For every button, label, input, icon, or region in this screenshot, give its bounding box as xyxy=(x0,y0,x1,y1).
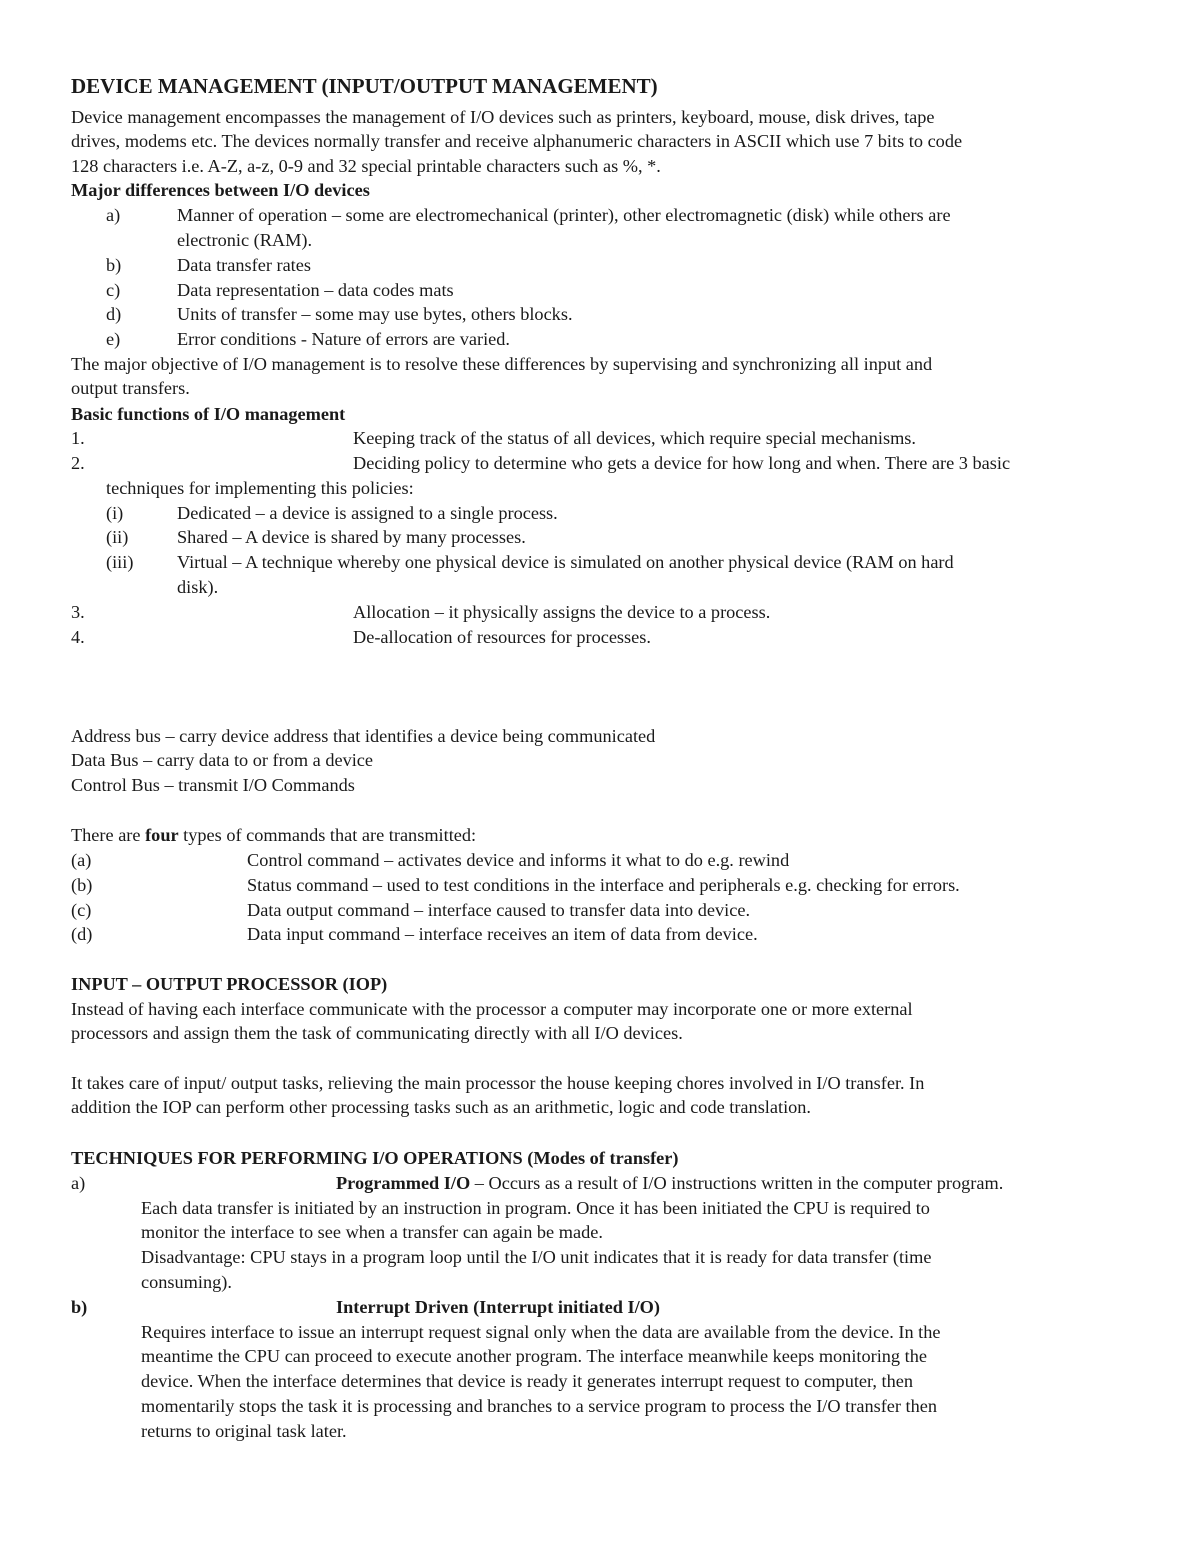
paragraph-line: Each data transfer is initiated by an instruction in program. Once it has been initiated the CPU is required to xyxy=(141,1198,930,1218)
bus-line: Control Bus – transmit I/O Commands xyxy=(71,775,355,795)
iop-line: processors and assign them the task of communicating directly with all I/O devices. xyxy=(71,1023,683,1043)
list-item: Error conditions - Nature of errors are varied. xyxy=(177,329,510,349)
list-marker: d) xyxy=(106,304,122,324)
paragraph-line: consuming). xyxy=(141,1272,232,1292)
list-marker: b) xyxy=(71,1297,88,1317)
list-item: Control command – activates device and informs it what to do e.g. rewind xyxy=(247,850,790,870)
list-item: Data input command – interface receives an item of data from device. xyxy=(247,924,758,944)
list-item: electronic (RAM). xyxy=(177,230,313,250)
list-marker: c) xyxy=(106,280,121,300)
list-item: disk). xyxy=(177,577,219,597)
differences-heading: Major differences between I/O devices xyxy=(71,180,370,200)
paragraph-line: Requires interface to issue an interrupt request signal only when the data are available from the device. In the xyxy=(141,1322,941,1342)
list-item: Data transfer rates xyxy=(177,255,311,275)
list-marker: 1. xyxy=(71,428,85,448)
list-item: Manner of operation – some are electromechanical (printer), other electromagnetic (disk) while others are xyxy=(177,205,951,225)
list-marker: (c) xyxy=(71,900,92,920)
intro-line: 128 characters i.e. A-Z, a-z, 0-9 and 32 special printable characters such as %, *. xyxy=(71,156,661,176)
paragraph-line: meantime the CPU can proceed to execute another program. The interface meanwhile keeps monitoring the xyxy=(141,1346,927,1366)
objective-line: The major objective of I/O management is to resolve these differences by supervising and synchronizing all input and xyxy=(71,354,933,374)
list-item: Dedicated – a device is assigned to a single process. xyxy=(177,503,558,523)
programmed-io-title: Programmed I/O xyxy=(336,1173,471,1193)
bus-line: Data Bus – carry data to or from a device xyxy=(71,750,374,770)
list-item: Data representation – data codes mats xyxy=(177,280,454,300)
list-marker: (i) xyxy=(106,503,124,523)
page-title: DEVICE MANAGEMENT (INPUT/OUTPUT MANAGEMENT) xyxy=(71,74,658,98)
list-marker: 4. xyxy=(71,627,85,647)
list-marker: a) xyxy=(106,205,121,225)
iop-line: Instead of having each interface communicate with the processor a computer may incorporate one or more external xyxy=(71,999,913,1019)
programmed-io-desc: – Occurs as a result of I/O instructions written in the computer program. xyxy=(470,1173,1004,1193)
commands-intro-text: types of commands that are transmitted: xyxy=(178,825,477,845)
commands-count: four xyxy=(145,825,179,845)
list-item: Data output command – interface caused to transfer data into device. xyxy=(247,900,751,920)
list-item: Deciding policy to determine who gets a device for how long and when. There are 3 basic xyxy=(353,453,1011,473)
list-item: Virtual – A technique whereby one physical device is simulated on another physical device (RAM on hard xyxy=(177,552,954,572)
list-item xyxy=(336,1171,1003,1195)
objective-line: output transfers. xyxy=(71,378,190,398)
list-marker: (d) xyxy=(71,924,93,944)
intro-line: Device management encompasses the management of I/O devices such as printers, keyboard, mouse, disk drives, tape xyxy=(71,107,935,127)
list-marker: (a) xyxy=(71,850,92,870)
iop-line: It takes care of input/ output tasks, relieving the main processor the house keeping chores involved in I/O transfer. In xyxy=(71,1073,925,1093)
list-item: Units of transfer – some may use bytes, others blocks. xyxy=(177,304,573,324)
list-marker: (b) xyxy=(71,875,93,895)
list-marker: a) xyxy=(71,1173,86,1193)
bus-line: Address bus – carry device address that identifies a device being communicated xyxy=(71,726,656,746)
iop-line: addition the IOP can perform other processing tasks such as an arithmetic, logic and code translation. xyxy=(71,1097,812,1117)
paragraph-line: device. When the interface determines that device is ready it generates interrupt request to computer, then xyxy=(141,1371,914,1391)
intro-line: drives, modems etc. The devices normally transfer and receive alphanumeric characters in ASCII which use 7 bits to code xyxy=(71,131,963,151)
techniques-heading: TECHNIQUES FOR PERFORMING I/O OPERATIONS (Modes of transfer) xyxy=(71,1148,679,1168)
list-item: De-allocation of resources for processes. xyxy=(353,627,651,647)
list-item: Status command – used to test conditions in the interface and peripherals e.g. checking for errors. xyxy=(247,875,960,895)
paragraph-line: momentarily stops the task it is processing and branches to a service program to process the I/O transfer then xyxy=(141,1396,938,1416)
functions-heading: Basic functions of I/O management xyxy=(71,404,346,424)
paragraph-line: returns to original task later. xyxy=(141,1421,347,1441)
list-marker: (ii) xyxy=(106,527,129,547)
commands-intro xyxy=(71,823,476,847)
paragraph-line: Disadvantage: CPU stays in a program loop until the I/O unit indicates that it is ready for data transfer (time xyxy=(141,1247,932,1267)
list-item: techniques for implementing this policies: xyxy=(106,478,414,498)
commands-intro-text: There are xyxy=(71,825,146,845)
interrupt-driven-title: Interrupt Driven (Interrupt initiated I/O) xyxy=(336,1297,660,1317)
list-marker: b) xyxy=(106,255,122,275)
list-marker: e) xyxy=(106,329,121,349)
paragraph-line: monitor the interface to see when a transfer can again be made. xyxy=(141,1222,603,1242)
list-marker: 3. xyxy=(71,602,85,622)
list-marker: (iii) xyxy=(106,552,134,572)
list-item: Shared – A device is shared by many processes. xyxy=(177,527,526,547)
list-marker: 2. xyxy=(71,453,85,473)
list-item: Allocation – it physically assigns the device to a process. xyxy=(353,602,771,622)
iop-heading: INPUT – OUTPUT PROCESSOR (IOP) xyxy=(71,974,388,994)
list-item: Keeping track of the status of all devices, which require special mechanisms. xyxy=(353,428,916,448)
